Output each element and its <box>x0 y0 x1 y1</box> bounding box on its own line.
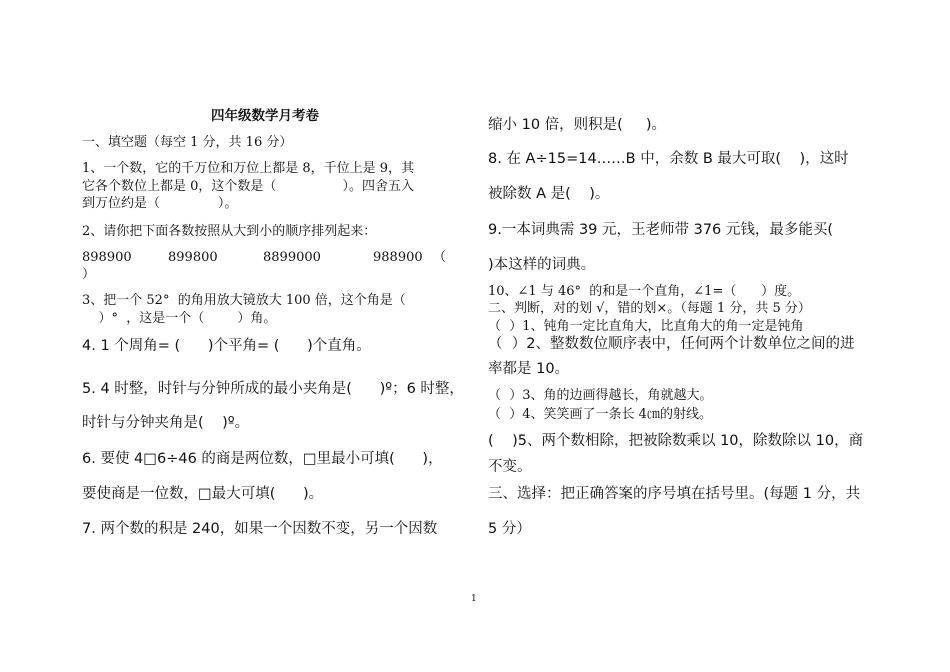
question-1-line-3: 到万位约是（ ）。 <box>82 196 238 211</box>
q2-number-3: 8899000 <box>263 250 321 265</box>
question-9-line-1: 9.一本词典需 39 元，王老师带 376 元钱，最多能买( <box>488 222 834 238</box>
section-choice-heading-line-2: 5 分） <box>488 521 531 537</box>
page-title: 四年级数学月考卷 <box>211 108 319 124</box>
question-4: 4. 1 个周角= ( )个平角= ( )个直角。 <box>82 338 371 354</box>
section-choice-heading-line-1: 三、选择：把正确答案的序号填在括号里。(每题 1 分，共 <box>488 486 861 502</box>
judgment-5-line-2: 不变。 <box>488 459 532 475</box>
question-5-line-1: 5. 4 时整，时针与分钟所成的最小夹角是( )º；6 时整， <box>82 381 464 397</box>
question-6-line-1: 6. 要使 4□6÷46 的商是两位数，□里最小可填( )， <box>82 451 443 467</box>
page-number: 1 <box>471 594 477 604</box>
question-2: 2、请你把下面各数按照从大到小的顺序排列起来： <box>82 224 377 239</box>
q2-number-1: 898900 <box>82 250 132 265</box>
judgment-3: （ ）3、角的边画得越长，角就越大。 <box>488 388 713 403</box>
question-1-line-2: 它各个数位上都是 0，这个数是（ ）。四舍五入 <box>82 179 415 194</box>
question-3-line-1: 3、把一个 52° 的角用放大镜放大 100 倍，这个角是（ <box>82 293 406 308</box>
q2-open-paren: （ <box>433 250 447 265</box>
judgment-2-line-1: （ ）2、整数数位顺序表中，任何两个计数单位之间的进 <box>488 336 855 352</box>
judgment-1: （ ）1、钝角一定比直角大，比直角大的角一定是钝角 <box>488 319 804 334</box>
question-9-line-2: )本这样的词典。 <box>488 257 596 273</box>
question-7-line-1: 7. 两个数的积是 240，如果一个因数不变，另一个因数 <box>82 521 438 537</box>
section-true-false-heading: 二、判断，对的划 √，错的划×。（每题 1 分，共 5 分） <box>488 301 811 316</box>
question-10: 10、∠1 与 46° 的和是一个直角，∠1=（ ）度。 <box>488 284 801 299</box>
judgment-4: （ ）4、笑笑画了一条长 4㎝的射线。 <box>488 407 712 422</box>
judgment-5-line-1: ( )5、两个数相除，把被除数乘以 10，除数除以 10，商 <box>488 433 864 449</box>
question-8-line-1: 8. 在 A÷15=14……B 中，余数 B 最大可取( )，这时 <box>488 151 849 167</box>
question-6-line-2: 要使商是一位数，□最大可填( )。 <box>82 486 324 502</box>
section-fill-blank-heading: 一、填空题（每空 1 分，共 16 分） <box>82 135 293 150</box>
judgment-2-line-2: 率都是 10。 <box>488 361 570 377</box>
q2-close-paren: ） <box>82 267 96 282</box>
question-3-line-2: ）° ，这是一个（ ）角。 <box>82 311 277 326</box>
question-5-line-2: 时针与分钟夹角是( )º。 <box>82 415 250 431</box>
question-1-line-1: 1、一个数，它的千万位和万位上都是 8，千位上是 9，其 <box>82 161 415 176</box>
q2-number-4: 988900 <box>373 250 423 265</box>
q2-number-2: 899800 <box>168 250 218 265</box>
question-8-line-2: 被除数 A 是( )。 <box>488 186 610 202</box>
question-7-line-2: 缩小 10 倍，则积是( )。 <box>488 117 667 133</box>
